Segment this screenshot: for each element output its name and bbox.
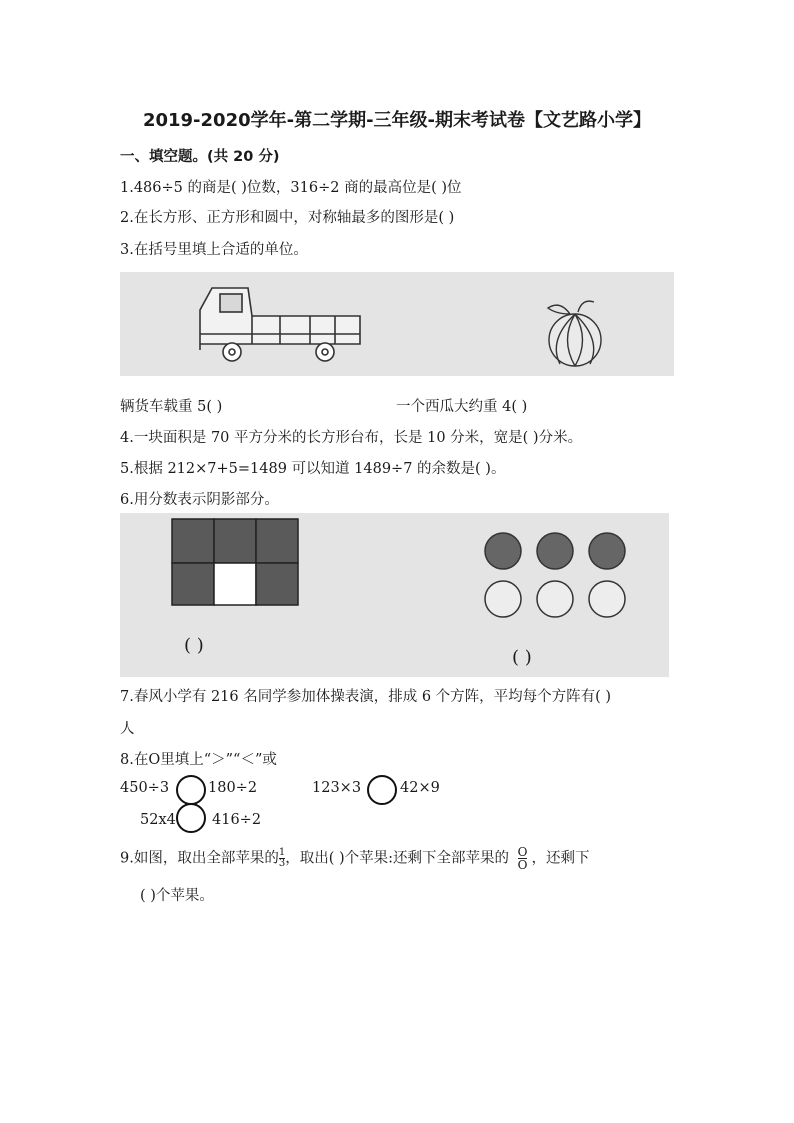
question-6: 6.用分数表示阴影部分。 — [120, 492, 279, 508]
compare-circle-c[interactable] — [176, 803, 206, 833]
q9-text-a: 9.如图，取出全部苹果的 — [120, 850, 279, 867]
compare-a-left: 450÷3 — [120, 780, 170, 796]
compare-a-right: 180÷2 — [208, 780, 258, 796]
watermelon-icon — [548, 301, 601, 366]
question-7-line1: 7.春风小学有 216 名同学参加体操表演，排成 6 个方阵，平均每个方阵有( ) — [120, 689, 612, 705]
question-3-melon: 一个西瓜大约重 4( ) — [396, 399, 528, 415]
grid-answer-paren: ( ) — [184, 635, 204, 656]
fraction-blank-denominator: O — [517, 858, 528, 872]
question-4: 4.一块面积是 70 平方分米的长方形台布，长是 10 分米，宽是( )分米。 — [120, 430, 583, 446]
compare-c-right: 416÷2 — [212, 812, 262, 828]
page-title: 2019-2020学年-第二学期-三年级-期末考试卷【文艺路小学】 — [142, 110, 652, 131]
compare-b-left: 123×3 — [312, 780, 362, 796]
section-heading: 一、填空题。(共 20 分) — [120, 149, 280, 165]
truck-watermelon-photo — [120, 272, 674, 376]
question-5: 5.根据 212×7+5=1489 可以知道 1489÷7 的余数是( )。 — [120, 461, 506, 477]
question-3-truck: 辆货车载重 5( ) — [120, 399, 223, 415]
question-9-line2: ( )个苹果。 — [140, 888, 214, 904]
shaded-grid — [172, 519, 298, 605]
circles-answer-paren: ( ) — [512, 647, 532, 668]
question-9-line1 — [120, 846, 589, 871]
compare-c-left: 52x4 — [140, 812, 176, 828]
compare-circle-a[interactable] — [176, 775, 206, 805]
compare-circle-b[interactable] — [367, 775, 397, 805]
question-8: 8.在O里填上“＞”“＜”或 — [120, 752, 277, 768]
compare-b-right: 42×9 — [400, 780, 440, 796]
q9-text-c: ，还剩下 — [531, 850, 590, 867]
truck-icon — [200, 288, 360, 361]
fraction-numerator: 1 — [278, 847, 286, 858]
fraction-denominator: 3 — [278, 858, 286, 869]
question-1: 1.486÷5 的商是( )位数，316÷2 商的最高位是( )位 — [120, 180, 462, 196]
question-3: 3.在括号里填上合适的单位。 — [120, 242, 308, 258]
fraction-blank — [518, 846, 528, 871]
q9-text-b: ，取出( )个苹果:还剩下全部苹果的 — [285, 850, 510, 867]
question-2: 2.在长方形、正方形和圆中，对称轴最多的图形是( ) — [120, 210, 455, 226]
shaded-circles — [485, 533, 625, 617]
fraction-blank-numerator: O — [517, 845, 528, 859]
question-7-line2: 人 — [120, 721, 135, 737]
shading-photo — [120, 513, 669, 677]
truck-watermelon-illustration — [120, 272, 674, 376]
